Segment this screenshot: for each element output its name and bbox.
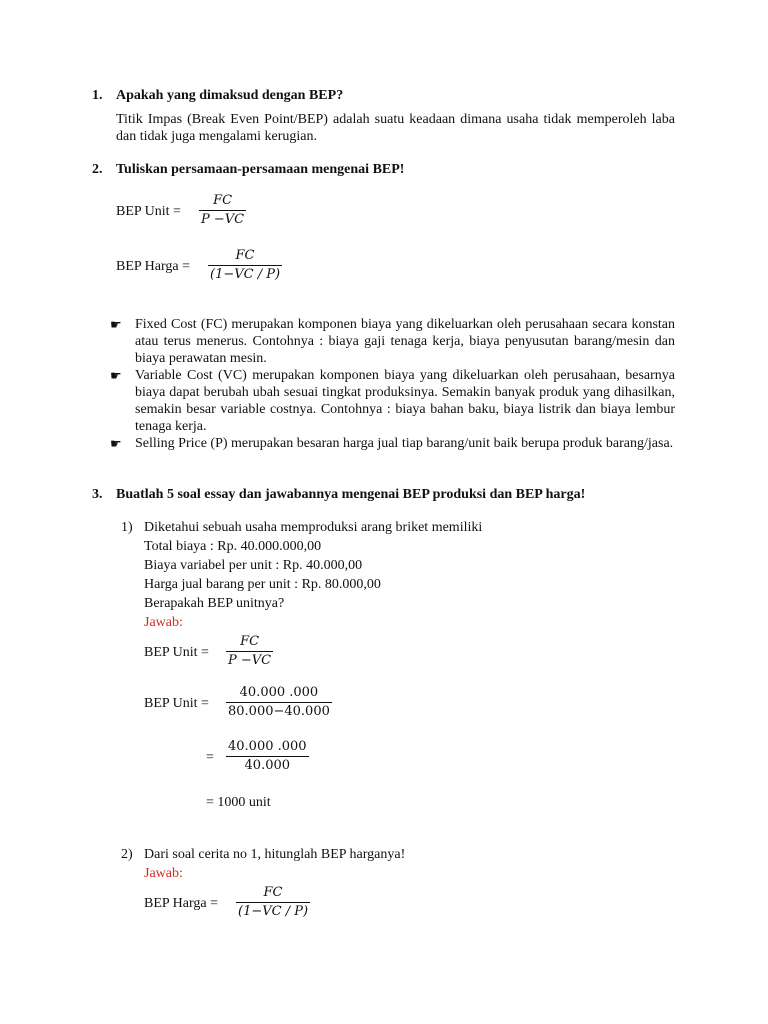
bullet-selling-price: Selling Price (P) merupakan besaran harga jual tiap barang/unit baik berupa produk barang/jasa. — [135, 436, 674, 451]
formula-numerator: FC — [240, 634, 260, 649]
q3-question: Buatlah 5 soal essay dan jawabannya mengenai BEP produksi dan BEP harga! — [116, 487, 586, 502]
soal-1-line: Total biaya : Rp. 40.000.000,00 — [144, 539, 322, 554]
bep-harga-denominator: (1−VC / P) — [210, 267, 281, 282]
soal-1-jawab: Jawab: — [144, 615, 183, 630]
soal-2-number: 2) — [121, 847, 133, 862]
soal-2-formula-label: BEP Harga = — [144, 896, 218, 911]
bep-unit-numerator: FC — [213, 193, 233, 208]
soal-2-line: Dari soal cerita no 1, hitunglah BEP harganya! — [144, 847, 406, 862]
soal-2-jawab: Jawab: — [144, 866, 183, 881]
soal-1-line: Berapakah BEP unitnya? — [144, 596, 285, 611]
q2-question: Tuliskan persamaan-persamaan mengenai BEP! — [116, 162, 405, 177]
soal-1-equals: = — [206, 750, 214, 765]
bep-harga-numerator: FC — [235, 248, 255, 263]
soal-1-formula — [226, 634, 273, 669]
simplified-denominator: 40.000 — [244, 758, 291, 773]
soal-1-substitution-label: BEP Unit = — [144, 696, 209, 711]
q3-number: 3. — [92, 487, 103, 502]
soal-1-line: Harga jual barang per unit : Rp. 80.000,00 — [144, 577, 381, 592]
q1-number: 1. — [92, 88, 103, 103]
pointing-hand-icon: ☛ — [110, 368, 122, 383]
soal-1-substitution — [226, 685, 332, 720]
q1-answer: Titik Impas (Break Even Point/BEP) adalah suatu keadaan dimana usaha tidak memperoleh laba dan tidak juga mengalami kerugian. — [116, 112, 675, 144]
formula-denominator: P −VC — [228, 653, 272, 668]
bullet-variable-cost: Variable Cost (VC) merupakan komponen biaya yang dikeluarkan oleh perusahaan, besarnya biaya dapat berubah ubah sesuai tingkat produksinya. Semakin banyak produk yang dihasilkan, semakin besar variable costnya. Contohnya : biaya bahan baku, biaya listrik dan biaya lembur tenaga kerja. — [135, 368, 675, 434]
pointing-hand-icon: ☛ — [110, 317, 122, 332]
bep-harga-formula — [208, 248, 282, 283]
q1-question: Apakah yang dimaksud dengan BEP? — [116, 88, 344, 103]
substitution-numerator: 40.000 .000 — [239, 685, 319, 700]
bep-unit-denominator: P −VC — [201, 212, 245, 227]
bullet-fixed-cost: Fixed Cost (FC) merupakan komponen biaya yang dikeluarkan oleh perusahaan secara konstan atau terus menerus. Contohnya : biaya gaji tenaga kerja, biaya penyusutan barang/mesin dan biaya perawatan mesin. — [135, 317, 675, 366]
soal-1-line: Biaya variabel per unit : Rp. 40.000,00 — [144, 558, 363, 573]
soal-2-formula — [236, 885, 310, 920]
pointing-hand-icon: ☛ — [110, 436, 122, 451]
soal-1-simplified — [226, 739, 309, 774]
bep-unit-formula — [199, 193, 246, 228]
bep-harga-label: BEP Harga = — [116, 259, 190, 274]
soal-1-formula-label: BEP Unit = — [144, 645, 209, 660]
substitution-denominator: 80.000−40.000 — [228, 704, 330, 719]
simplified-numerator: 40.000 .000 — [228, 739, 307, 754]
bep-unit-label: BEP Unit = — [116, 204, 181, 219]
q2-number: 2. — [92, 162, 103, 177]
soal-1-result: = 1000 unit — [206, 795, 271, 810]
soal-1-number: 1) — [121, 520, 133, 535]
soal-1-line: Diketahui sebuah usaha memproduksi arang briket memiliki — [144, 520, 483, 535]
formula-denominator: (1−VC / P) — [238, 904, 309, 919]
formula-numerator: FC — [263, 885, 283, 900]
